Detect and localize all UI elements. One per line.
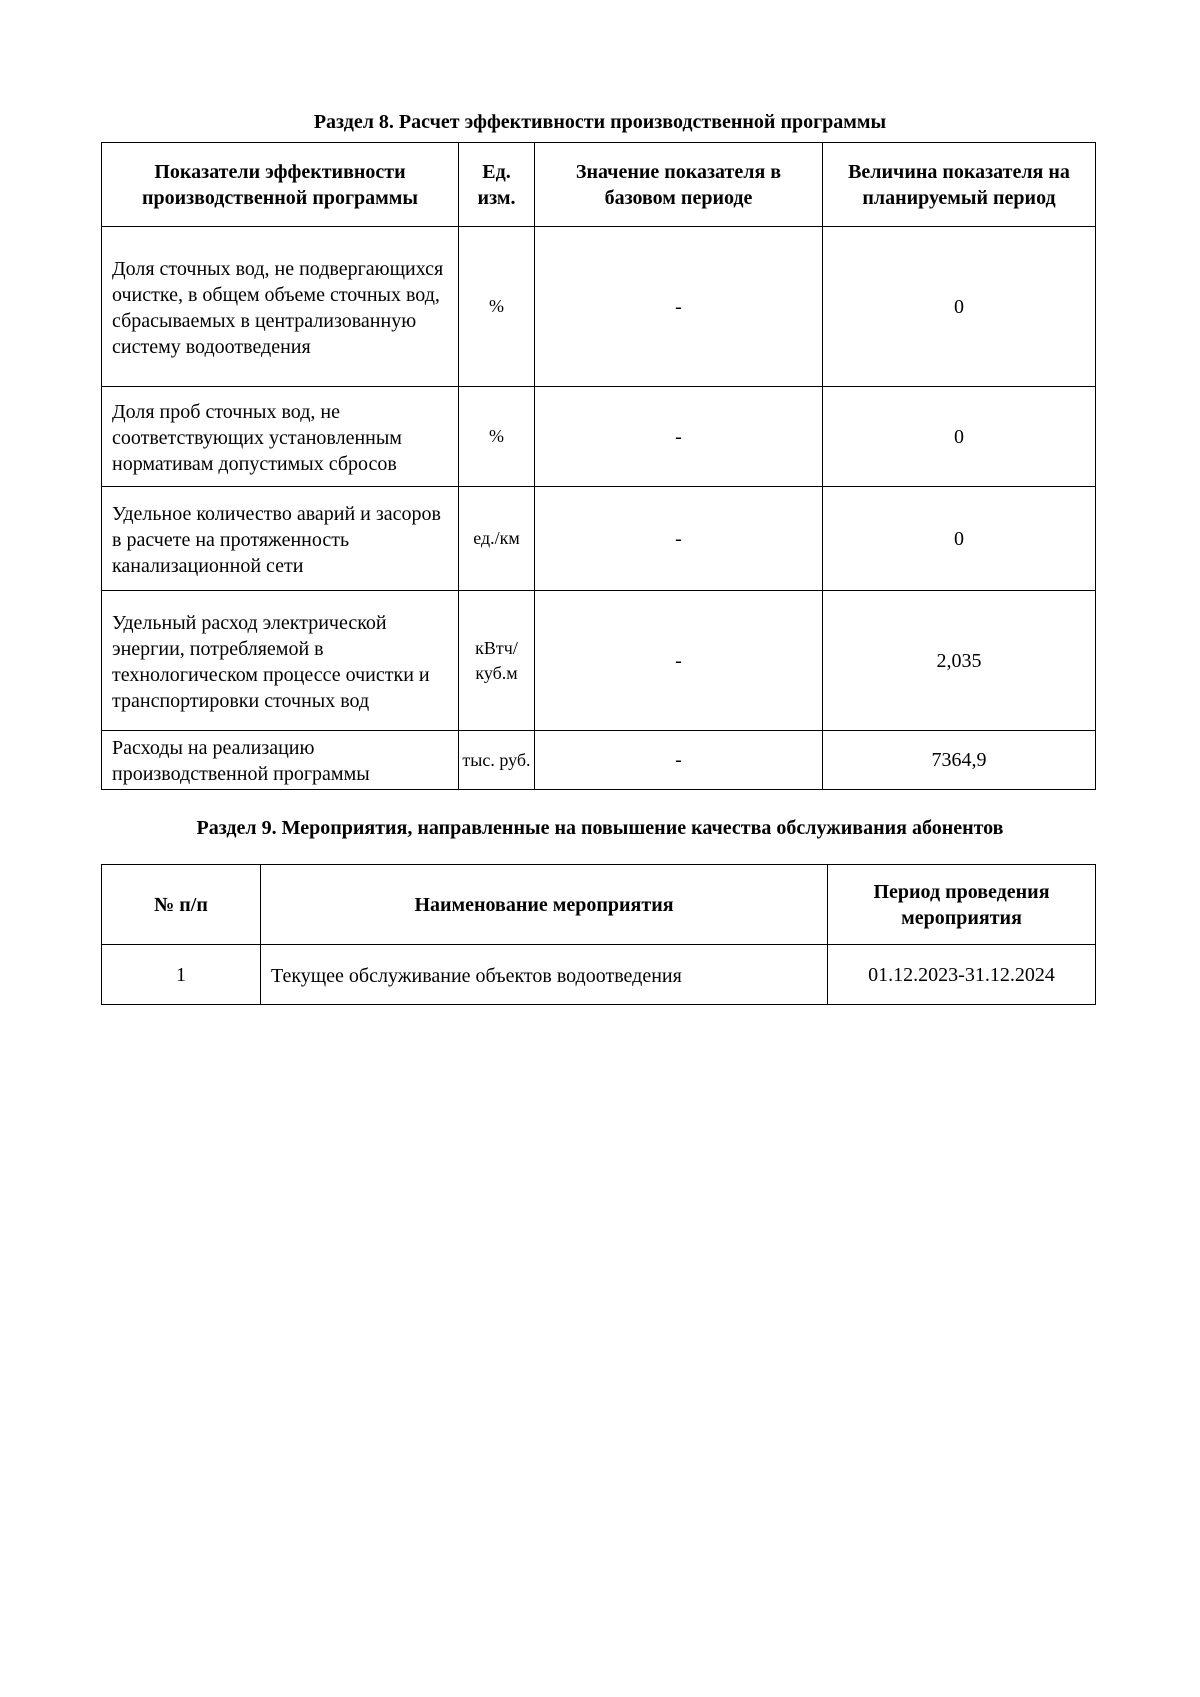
header-unit: Ед. изм. [459,143,535,227]
unit-cell: % [459,387,535,487]
indicator-cell: Доля сточных вод, не подвергающихся очистке, в общем объеме сточных вод, сбрасываемых в централизованную систему водоотведения [102,227,459,387]
header-measure-name: Наименование мероприятия [261,865,828,945]
planned-value-cell: 7364,9 [823,731,1096,790]
header-base-period: Значение показателя в базовом периоде [535,143,823,227]
planned-value-cell: 0 [823,487,1096,591]
planned-value-cell: 0 [823,227,1096,387]
header-period: Период проведения мероприятия [828,865,1096,945]
base-value-cell: - [535,227,823,387]
unit-cell: ед./км [459,487,535,591]
base-value-cell: - [535,591,823,731]
planned-value-cell: 2,035 [823,591,1096,731]
number-cell: 1 [102,945,261,1005]
section-8-title: Раздел 8. Расчет эффективности производственной программы [313,111,887,133]
efficiency-table [101,142,1096,790]
table-row [102,591,1096,731]
planned-value-cell: 0 [823,387,1096,487]
table-row [102,387,1096,487]
indicator-cell: Удельный расход электрической энергии, потребляемой в технологическом процессе очистки и транспортировки сточных вод [102,591,459,731]
table-header-row [102,143,1096,227]
period-cell: 01.12.2023-31.12.2024 [828,945,1096,1005]
base-value-cell: - [535,387,823,487]
header-planned-period: Величина показателя на планируемый период [823,143,1096,227]
table-row [102,945,1096,1005]
unit-cell: тыс. руб. [459,731,535,790]
table-row [102,731,1096,790]
indicator-cell: Доля проб сточных вод, не соответствующих установленным нормативам допустимых сбросов [102,387,459,487]
header-indicator: Показатели эффективности производственной программы [102,143,459,227]
table-row [102,487,1096,591]
indicator-cell: Расходы на реализацию производственной программы [102,731,459,790]
unit-cell: % [459,227,535,387]
base-value-cell: - [535,487,823,591]
base-value-cell: - [535,731,823,790]
indicator-cell: Удельное количество аварий и засоров в расчете на протяженность канализационной сети [102,487,459,591]
unit-cell: кВтч/ куб.м [459,591,535,731]
table-row [102,227,1096,387]
measure-name-cell: Текущее обслуживание объектов водоотведения [261,945,828,1005]
section-9-title: Раздел 9. Мероприятия, направленные на повышение качества обслуживания абонентов [196,817,1004,839]
table-header-row [102,865,1096,945]
measures-table [101,864,1096,1005]
header-number: № п/п [102,865,261,945]
